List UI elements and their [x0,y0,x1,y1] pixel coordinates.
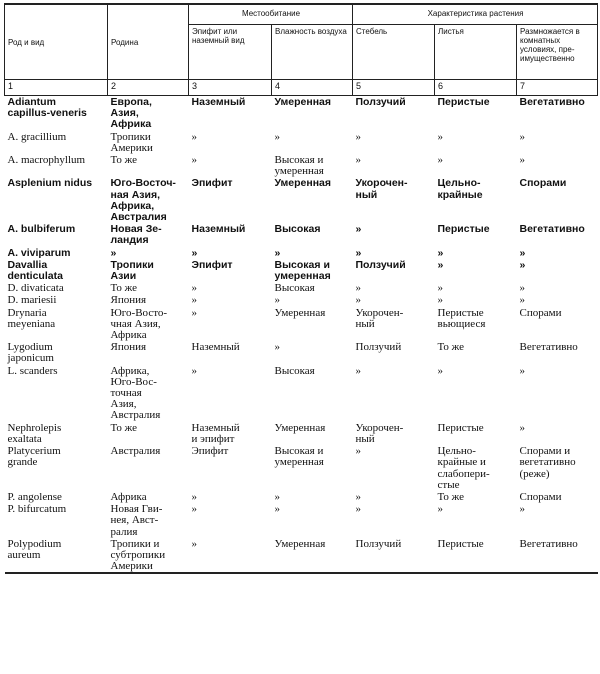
table-row [5,307,598,342]
species-name-cell: P. bifurcatum [7,503,67,516]
table-row [5,294,598,306]
header-humidity: Влажность воздуха [272,25,353,80]
epiphyte-cell: » [191,294,197,307]
stem-cell: Ползучий [355,258,406,271]
column-number: 5 [353,80,435,96]
propagation-cell: » [519,421,525,434]
leaves-cell: Перистые вьющиеся [437,306,486,330]
stem-cell: » [355,294,361,307]
species-name-cell: Platycerium grande [7,445,61,469]
species-name-cell: Adiantum capillus-veneris [7,96,87,120]
humidity-cell: » [274,503,280,516]
homeland-cell: То же [110,282,137,295]
humidity-cell: Умеренная [274,421,326,434]
epiphyte-cell: » [191,130,197,143]
homeland-cell: Новая Гви- нея, Авст- ралия [110,503,163,538]
header-genus-species: Род и вид [5,4,108,80]
table-header [5,4,598,96]
epiphyte-cell: » [189,538,272,574]
humidity-cell: Умеренная [274,177,332,190]
propagation-cell: » [519,258,526,271]
stem-cell: Ползучий [355,341,402,354]
homeland-cell: Африка [110,490,147,503]
species-name-cell: L. scanders [7,364,58,377]
epiphyte-cell: Эпифит [191,445,229,458]
homeland-cell: Юго-Восто- чная Азия, Африка [110,306,168,342]
leaves-cell: Цельно- крайные и слабопери- стые [437,445,490,491]
homeland-cell: Новая Зе- ландия [110,223,162,247]
leaves-cell: » [437,258,444,271]
homeland-cell: Япония [110,294,147,307]
species-name-cell: Asplenium nidus [7,177,93,190]
propagation-cell: Вегетативно [519,223,585,236]
humidity-cell: Высокая [274,282,315,295]
humidity-cell: » [274,490,280,503]
table-row [5,445,598,491]
propagation-cell: Вегетативно [519,96,585,108]
header-propagation: Размножается в комнатных условиях, пре-имущественно [517,25,598,80]
epiphyte-cell: Наземный и эпифит [191,421,240,445]
species-name-cell: A. bulbiferum [7,223,76,236]
homeland-cell: Юго-Восточ- ная Азия, Африка, Австралия [110,177,176,224]
propagation-cell: Спорами [519,177,567,190]
table-body [5,96,598,574]
leaves-cell: » [437,154,443,167]
species-name-cell: P. angolense [7,490,62,503]
column-number: 7 [517,80,598,96]
propagation-cell: Спорами [519,306,562,319]
header-habitat: Местообитание [189,4,353,25]
header-characteristics: Характеристика растения [353,4,598,25]
propagation-cell: » [519,294,525,307]
stem-cell: Укорочен- ный [355,421,404,445]
species-name-cell: Lygodium japonicum [7,341,54,365]
humidity-cell: Высокая [274,223,321,236]
epiphyte-cell: Наземный [191,341,240,354]
species-name-cell: Polypodium aureum [5,538,108,574]
homeland-cell: Тропики и субтропики Америки [108,538,189,574]
table-row [5,247,598,259]
epiphyte-cell: » [191,503,197,516]
stem-cell: » [355,364,361,377]
humidity-cell: Высокая и умеренная [274,445,324,469]
leaves-cell: То же [437,341,464,354]
leaves-cell: Перистые [437,421,484,434]
table-row [5,131,598,154]
stem-cell: Укорочен- ный [355,177,408,201]
epiphyte-cell: » [191,246,198,259]
humidity-cell: Умеренная [274,96,332,108]
column-number: 6 [435,80,517,96]
propagation-cell: » [519,282,525,295]
leaves-cell: » [437,294,443,307]
humidity-cell: Высокая и умеренная [274,154,324,178]
propagation-cell: » [519,503,525,516]
leaves-cell: » [437,503,443,516]
column-number: 1 [5,80,108,96]
table-row [5,503,598,538]
propagation-cell: Вегетативно [519,341,578,354]
table-row [5,341,598,364]
propagation-cell: Спорами [519,490,562,503]
leaves-cell: » [437,130,443,143]
humidity-cell: Высокая [274,364,315,377]
propagation-cell: » [519,130,525,143]
species-name-cell: Nephrolepis exaltata [7,421,62,445]
epiphyte-cell: Эпифит [191,177,233,190]
stem-cell: » [355,445,361,458]
leaves-cell: » [437,246,444,259]
header-homeland: Родина [108,4,189,80]
homeland-cell: Тропики Америки [110,130,153,154]
humidity-cell: » [274,246,281,259]
leaves-cell: Перистые [435,538,517,574]
species-name-cell: A. macrophyllum [7,154,86,167]
species-name-cell: D. mariesii [7,294,57,307]
stem-cell: » [355,282,361,295]
humidity-cell: Высокая и умеренная [274,258,331,283]
stem-cell: » [355,154,361,167]
table-row [5,365,598,422]
column-number: 2 [108,80,189,96]
homeland-cell: То же [110,154,137,167]
propagation-cell: Спорами и вегетативно (реже) [519,445,576,480]
table-row [5,538,598,574]
humidity-cell: » [274,341,280,354]
header-stem: Стебель [353,25,435,80]
species-name-cell: A. gracillium [7,130,67,143]
stem-cell: » [355,490,361,503]
stem-cell: Укорочен- ный [355,306,404,330]
homeland-cell: Африка, Юго-Вос- точная Азия, Австралия [110,364,161,422]
table-row [5,154,598,177]
stem-cell: » [355,503,361,516]
column-number: 4 [272,80,353,96]
header-leaves: Листья [435,25,517,80]
header-epiphyte: Эпифит или наземный вид [189,25,272,80]
table-row [5,422,598,445]
propagation-cell: » [519,246,526,259]
epiphyte-cell: » [191,282,197,295]
humidity-cell: Умеренная [272,538,353,574]
homeland-cell: Австралия [110,445,161,458]
leaves-cell: » [437,282,443,295]
table-row [5,259,598,282]
fern-table [4,3,598,574]
leaves-cell: То же [437,490,464,503]
table-row [5,177,598,223]
stem-cell: » [355,246,362,259]
epiphyte-cell: » [191,490,197,503]
propagation-cell: Вегетативно [517,538,598,574]
table-row [5,282,598,294]
table-row [5,96,598,131]
homeland-cell: » [110,246,117,259]
leaves-cell: Перистые [437,96,490,108]
leaves-cell: » [437,364,443,377]
propagation-cell: » [519,154,525,167]
epiphyte-cell: Эпифит [191,258,233,271]
table-row [5,223,598,246]
epiphyte-cell: » [191,364,197,377]
humidity-cell: » [274,294,280,307]
species-name-cell: A. viviparum [7,246,71,259]
epiphyte-cell: » [191,154,197,167]
stem-cell: » [355,130,361,143]
homeland-cell: Тропики Азии [110,258,154,283]
stem-cell: » [355,223,362,236]
stem-cell: Ползучий [353,538,435,574]
homeland-cell: То же [110,421,137,434]
propagation-cell: » [519,364,525,377]
leaves-cell: Перистые [437,223,490,236]
epiphyte-cell: Наземный [191,96,246,108]
epiphyte-cell: Наземный [191,223,246,236]
species-name-cell: Davallia denticulata [7,258,63,283]
epiphyte-cell: » [191,306,197,319]
species-name-cell: D. divaticata [7,282,64,295]
humidity-cell: Умеренная [274,306,326,319]
column-number: 3 [189,80,272,96]
species-name-cell: Drynaria meyeniana [7,306,56,330]
stem-cell: Ползучий [355,96,406,108]
humidity-cell: » [274,130,280,143]
leaves-cell: Цельно- крайные [437,177,483,201]
homeland-cell: Япония [110,341,147,354]
homeland-cell: Европа, Азия, Африка [110,96,152,131]
table-row [5,491,598,503]
